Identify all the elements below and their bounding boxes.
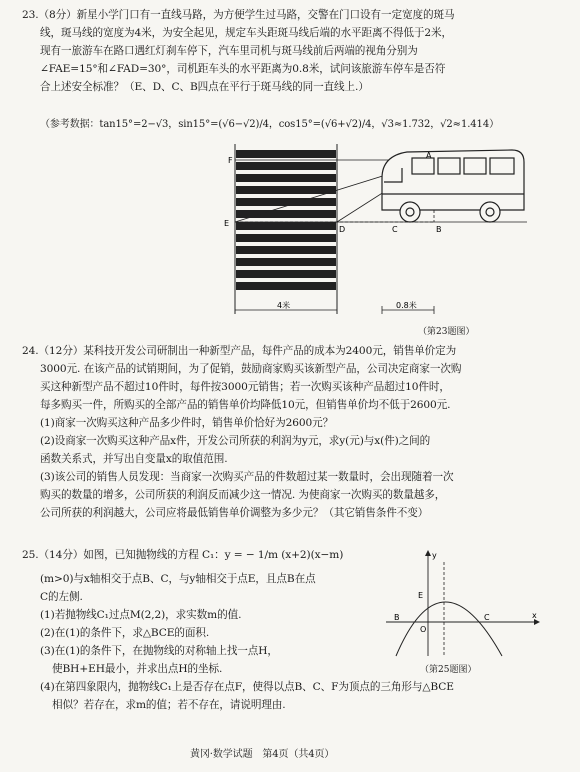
q23-line-2: 线，斑马线的宽度为4米，为安全起见，规定车头距斑马线后端的水平距离不得低于2米， bbox=[40, 27, 453, 39]
q23-reference-data: （参考数据：tan15°=2−√3，sin15°=(√6−√2)/4，cos15°=(√6+√2)/4，√3≈1.732，√2≈1.414） bbox=[40, 119, 499, 130]
q24-line-5: (1)商家一次购买这种产品多少件时，销售单价恰好为2600元？ bbox=[40, 417, 334, 429]
q25-figure bbox=[384, 548, 540, 660]
label-E: E bbox=[224, 219, 230, 228]
label-x: x bbox=[532, 611, 537, 620]
q23-line-5: 合上述安全标准？（E、D、C、B四点在平行于斑马线的同一直线上.） bbox=[40, 81, 369, 93]
q23-line-1: 23.（8分）新星小学门口有一直线马路，为方便学生过马路，交警在门口设有一定宽度的斑马 bbox=[22, 9, 455, 21]
q23-line-4: ∠FAE=15°和∠FAD=30°，司机距车头的水平距离为0.8米，试问该旅游车停车是否符 bbox=[40, 63, 446, 75]
q23-figure bbox=[222, 138, 532, 328]
label-A: A bbox=[426, 151, 432, 160]
label-O: O bbox=[420, 625, 427, 634]
q24-line-4: 每多购买一件，所购买的全部产品的销售单价均降低10元，但销售单价均不低于2600元. bbox=[40, 399, 451, 411]
q24-line-1: 24.（12分）某科技开发公司研制出一种新型产品，每件产品的成本为2400元，销售单价定为 bbox=[22, 345, 457, 357]
q25-line-8: (4)在第四象限内，抛物线C₁上是否存在点F，使得以点B、C、F为顶点的三角形与△BCE bbox=[40, 681, 454, 693]
label-B: B bbox=[436, 225, 442, 234]
q25-line-9: 相似？若存在，求m的值；若不存在，请说明理由. bbox=[52, 699, 286, 711]
q25-line-4: (1)若抛物线C₁过点M(2,2)，求实数m的值. bbox=[40, 609, 242, 621]
q24-line-3: 买这种新型产品不超过10件时，每件按3000元销售；若一次购买该种产品超过10件时， bbox=[40, 381, 450, 393]
label-y: y bbox=[432, 551, 437, 560]
page-footer: 黄冈·数学试题 第4页（共4页） bbox=[190, 749, 335, 760]
dim-0.8m: 0.8米 bbox=[396, 301, 417, 310]
label-E: E bbox=[418, 591, 424, 600]
label-D: D bbox=[339, 225, 346, 234]
q25-line-3: C的左侧. bbox=[40, 591, 83, 603]
label-C: C bbox=[392, 225, 398, 234]
dim-4m: 4米 bbox=[277, 301, 291, 310]
label-B: B bbox=[394, 613, 400, 622]
label-C: C bbox=[484, 613, 490, 622]
q24-line-7: 函数关系式，并写出自变量x的取值范围. bbox=[40, 453, 228, 465]
q25-caption: （第25题图） bbox=[420, 665, 477, 675]
zebra-crossing bbox=[236, 150, 336, 290]
q23-caption: （第23题图） bbox=[418, 327, 475, 337]
q24-line-6: (2)设商家一次购买这种产品x件，开发公司所获的利润为y元，求y(元)与x(件)之间的 bbox=[40, 435, 431, 447]
label-F: F bbox=[228, 156, 233, 165]
q24-line-9: 购买的数量的增多，公司所获的利润反而减少这一情况. 为使商家一次购买的数量越多， bbox=[40, 489, 446, 501]
bus-icon bbox=[382, 150, 524, 222]
q24-line-10: 公司所获的利润越大，公司应将最低销售单价调整为多少元？（其它销售条件不变） bbox=[40, 507, 429, 519]
q25-line-2: (m>0)与x轴相交于点B、C，与y轴相交于点E，且点B在点 bbox=[40, 573, 316, 585]
q23-line-3: 现有一旅游车在路口遇红灯刹车停下，汽车里司机与斑马线前后两端的视角分别为 bbox=[40, 45, 418, 57]
q24-line-8: (3)该公司的销售人员发现：当商家一次购买产品的件数超过某一数量时，会出现随着一次 bbox=[40, 471, 454, 483]
q25-line-1: 25.（14分）如图，已知抛物线的方程 C₁：y = − 1/m (x+2)(x−m) bbox=[22, 549, 344, 561]
q25-line-5: (2)在(1)的条件下，求△BCE的面积. bbox=[40, 627, 210, 639]
q24-line-2: 3000元. 在该产品的试销期间，为了促销，鼓励商家购买该新型产品，公司决定商家一次购 bbox=[40, 363, 462, 375]
q25-line-6: (3)在(1)的条件下，在抛物线的对称轴上找一点H， bbox=[40, 645, 278, 657]
q25-line-7: 使BH+EH最小，并求出点H的坐标. bbox=[52, 663, 223, 675]
